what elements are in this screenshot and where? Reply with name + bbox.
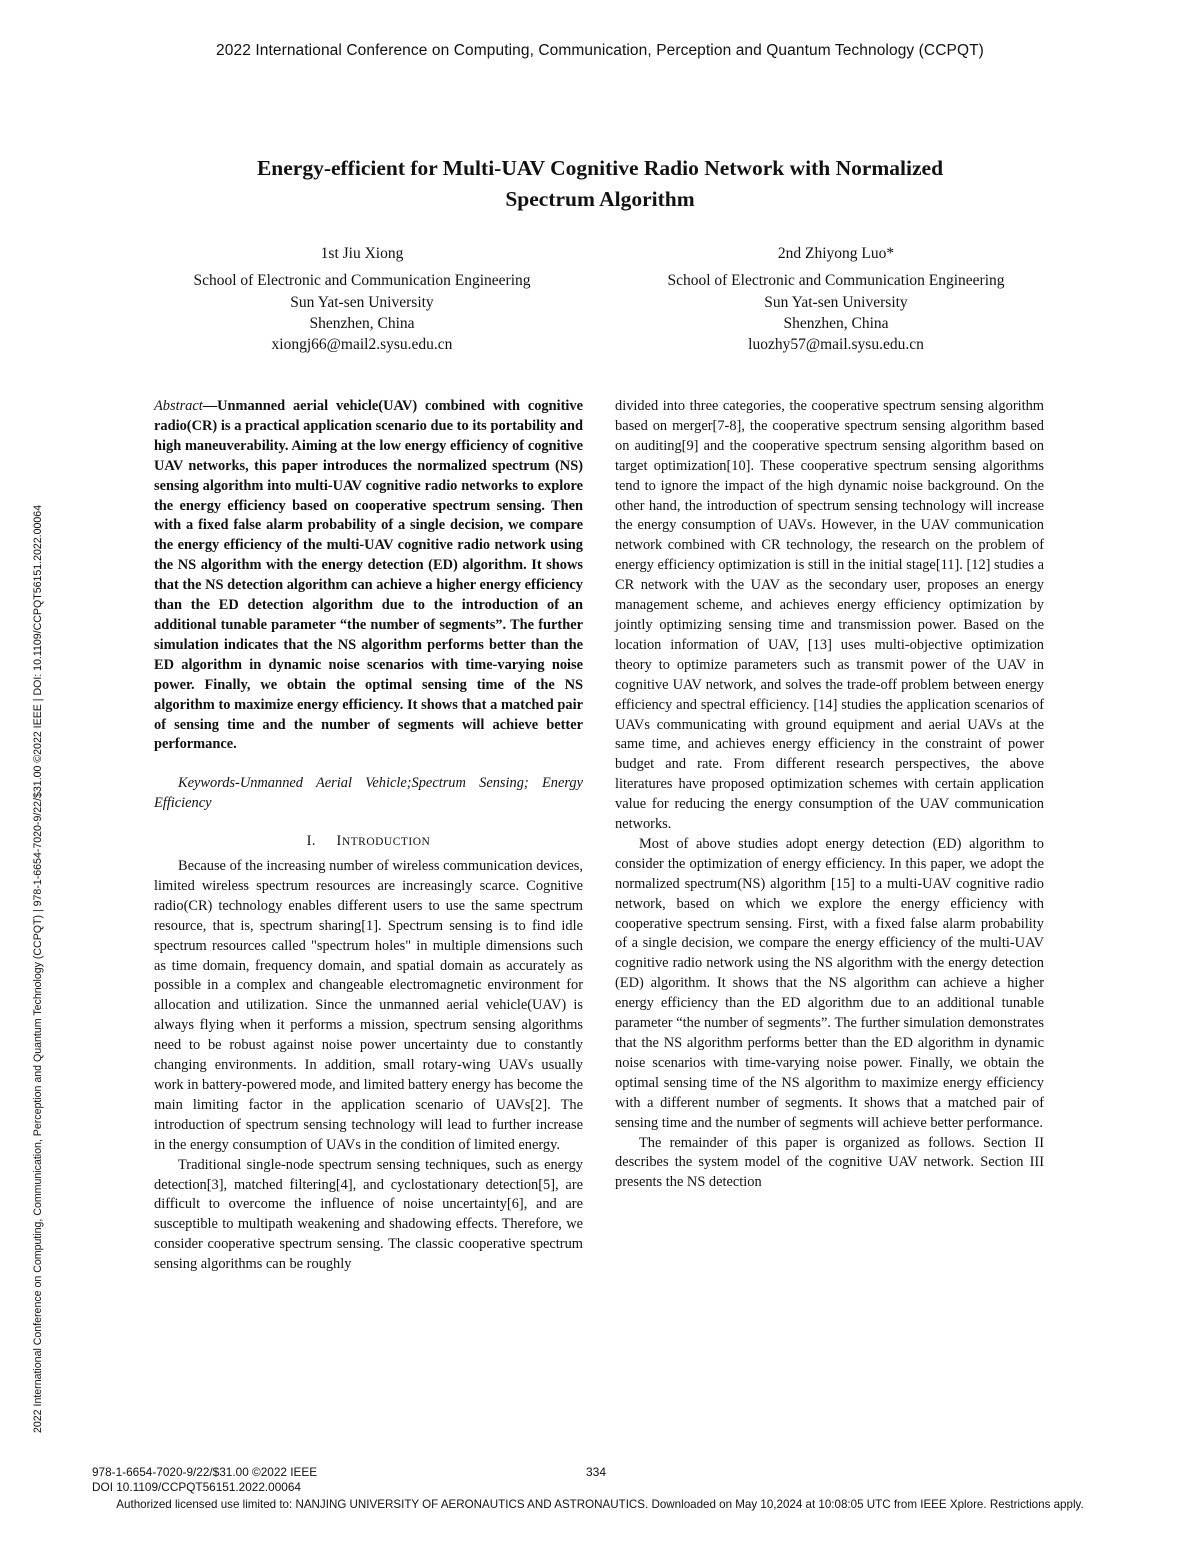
abstract xyxy=(154,397,583,755)
section-heading-introduction xyxy=(154,832,583,853)
paper-title-line-2: Spectrum Algorithm xyxy=(505,187,695,211)
footer-copyright xyxy=(92,1465,317,1495)
author-block-1 xyxy=(132,243,592,355)
footer-doi: DOI 10.1109/CCPQT56151.2022.00064 xyxy=(92,1480,301,1494)
intro-paragraph-4: Most of above studies adopt energy detection (ED) algorithm to consider the optimization of energy efficiency. In this paper, we adopt the normalized spectrum(NS) algorithm [15] to a multi-UAV cognitive radio network, based on which we explore the energy efficiency with cooperative spectrum sensing. First, with a fixed false alarm probability of a single decision, we compare the energy efficiency of the multi-UAV cognitive radio network using the NS algorithm with the energy detection (ED) algorithm. It shows that the NS algorithm can achieve a higher energy efficiency than the ED algorithm due to an additional tunable parameter “the number of segments”. The further simulation demonstrates that the NS algorithm performs better than the ED algorithm in dynamic noise scenarios with time-varying noise power. Finally, we obtain the optimal sensing time of the NS algorithm to maximize energy efficiency with a different number of segments. It shows that a matched pair of sensing time and the number of segments will achieve better performance. xyxy=(615,835,1044,1131)
paper-title-line-1: Energy-efficient for Multi-UAV Cognitive Radio Network with Normalized xyxy=(256,156,944,180)
author-university: Sun Yat-sen University xyxy=(764,293,908,311)
author-department: School of Electronic and Communication Engineering xyxy=(193,272,531,290)
intro-paragraph-5: The remainder of this paper is organized as follows. Section II describes the system model of the cognitive UAV network. Section III presents the NS detection xyxy=(615,1134,1044,1191)
author-university: Sun Yat-sen University xyxy=(290,293,434,311)
page-number: 334 xyxy=(586,1465,607,1479)
intro-paragraph-2: Traditional single-node spectrum sensing techniques, such as energy detection[3], matched filtering[4], and cyclostationary detection[5], are difficult to overcome the influence of noise uncertainty[6], and are susceptible to multipath weakening and shadowing effects. Therefore, we consider cooperative spectrum sensing. The classic cooperative spectrum sensing algorithms can be roughly xyxy=(154,1156,583,1273)
section-numeral: I. xyxy=(306,833,317,850)
keywords: Keywords-Unmanned Aerial Vehicle;Spectrum Sensing; Energy Efficiency xyxy=(154,775,583,812)
author-email: luozhy57@mail.sysu.edu.cn xyxy=(748,336,924,354)
author-name: 2nd Zhiyong Luo* xyxy=(777,245,895,262)
abstract-label: Abstract xyxy=(154,398,203,414)
conference-header: 2022 International Conference on Computing, Communication, Perception and Quantum Technology (CCPQT) xyxy=(216,42,984,59)
author-block-2 xyxy=(606,243,1066,355)
footer-isbn: 978-1-6654-7020-9/22/$31.00 ©2022 IEEE xyxy=(92,1465,318,1479)
author-email: xiongj66@mail2.sysu.edu.cn xyxy=(271,336,453,354)
section-first-letter: I xyxy=(336,833,342,850)
authorized-use-notice: Authorized licensed use limited to: NANJING UNIVERSITY OF AERONAUTICS AND ASTRONAUTICS. Downloaded on May 10,2024 at 10:08:05 UTC from IEEE Xplore. Restrictions apply. xyxy=(116,1498,1084,1511)
abstract-dash: — xyxy=(202,398,218,414)
abstract-text: Unmanned aerial vehicle(UAV) combined with cognitive radio(CR) is a practical application scenario due to its portability and high maneuverability. Aiming at the low energy efficiency of cognitive UAV networks, this paper introduces the normalized spectrum (NS) sensing algorithm into multi-UAV cognitive radio networks to explore the energy efficiency based on cooperative spectrum sensing. Then with a fixed false alarm probability of a single decision, we compare the energy efficiency of the multi-UAV cognitive radio network using the NS algorithm with the energy detection (ED) algorithm. It shows that the NS detection algorithm can achieve a higher energy efficiency than the ED detection algorithm due to the introduction of an additional tunable parameter “the number of segments”. The further simulation indicates that the NS algorithm performs better than the ED algorithm in dynamic noise scenarios with time-varying noise power. Finally, we obtain the optimal sensing time of the NS algorithm to maximize energy efficiency. It shows that a matched pair of sensing time and the number of segments will achieve better performance. xyxy=(154,398,583,753)
right-column xyxy=(615,397,1044,1193)
section-title-rest: NTRODUCTION xyxy=(341,836,431,849)
intro-paragraph-3: divided into three categories, the cooperative spectrum sensing algorithm based on merger[7-8], the cooperative spectrum sensing algorithm based on auditing[9] and the cooperative spectrum sensing algorithm based on target optimization[10]. These cooperative spectrum sensing algorithms tend to ignore the impact of the high dynamic noise background. On the other hand, the introduction of spectrum sensing technology will increase the energy consumption of UAVs. However, in the UAV communication network combined with CR technology, the research on the problem of energy efficiency optimization is still in the initial stage[11]. [12] studies a CR network with the UAV as the secondary user, proposes an energy management scheme, and achieves energy efficiency optimization by jointly optimizing sensing time and transmission power. Based on the location information of UAV, [13] uses multi-objective optimization theory to optimize parameters such as transmit power of the UAV in cognitive UAV network, and solves the trade-off problem between energy efficiency and spectral efficiency. [14] studies the application scenarios of UAVs communicating with ground equipment and aerial UAVs at the same time, and achieves energy efficiency in the constraint of power budget and rate. From different research perspectives, the above literatures have proposed optimization schemes with certain application value for reducing the energy consumption of the UAV communication networks. xyxy=(615,398,1044,833)
author-city: Shenzhen, China xyxy=(783,314,889,332)
author-department: School of Electronic and Communication Engineering xyxy=(667,272,1005,290)
intro-paragraph-1: Because of the increasing number of wireless communication devices, limited wireless spectrum resources are increasingly scarce. Cognitive radio(CR) technology enables different users to use the same spectrum resource, that is, spectrum sharing[1]. Spectrum sensing is to find idle spectrum resources called "spectrum holes" in multiple dimensions such as time domain, frequency domain, and spatial domain as accurately as possible in a complex and changeable electromagnetic environment for allocation and utilization. Since the unmanned aerial vehicle(UAV) is always flying when it performs a mission, spectrum sensing algorithms need to be robust against noise power uncertainty due to constantly changing environments. In addition, small rotary-wing UAVs usually work in battery-powered mode, and limited battery energy has become the main limiting factor in the application scenario of UAVs[2]. The introduction of spectrum sensing technology will lead to further increase in the energy consumption of UAVs in the condition of limited energy. xyxy=(154,858,583,1153)
author-name: 1st Jiu Xiong xyxy=(320,245,404,262)
author-city: Shenzhen, China xyxy=(309,314,415,332)
paper-title xyxy=(150,153,1050,215)
left-column xyxy=(154,397,583,1275)
side-doi-banner: 2022 International Conference on Computing, Communication, Perception and Quantum Technology (CCPQT) | 978-1-6654-7020-9/22/$31.00 ©2022 IEEE | DOI: 10.1109/CCPQT56151.2022.00064 xyxy=(32,504,44,1433)
